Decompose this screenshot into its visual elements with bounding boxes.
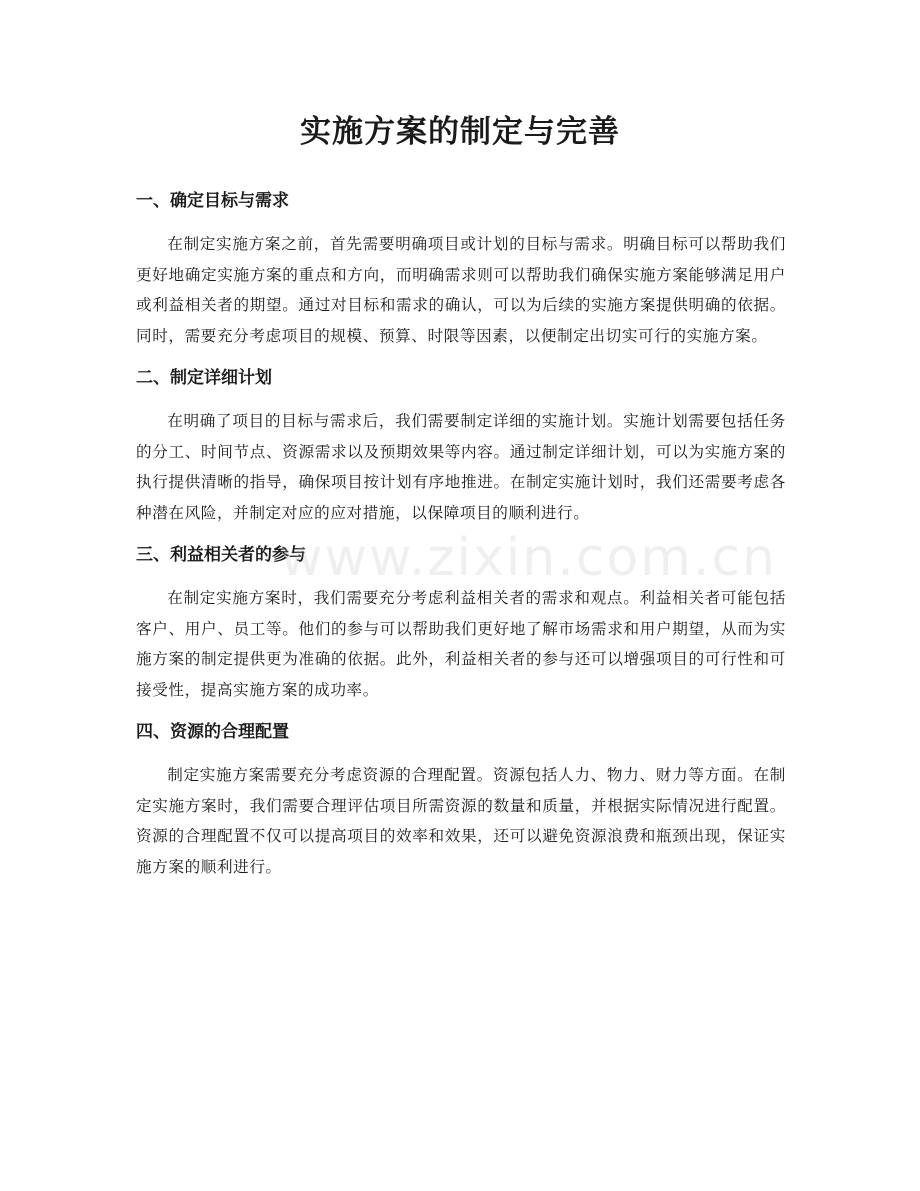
section-paragraph: 制定实施方案需要充分考虑资源的合理配置。资源包括人力、物力、财力等方面。在制定实施方案时，我们需要合理评估项目所需资源的数量和质量，并根据实际情况进行配置。资源的合理配置不仅可以提高项目的效率和效果，还可以避免资源浪费和瓶颈出现，保证实施方案的顺利进行。: [136, 766, 786, 876]
section-paragraph: 在制定实施方案之前，首先需要明确项目或计划的目标与需求。明确目标可以帮助我们更好地确定实施方案的重点和方向，而明确需求则可以帮助我们确保实施方案能够满足用户或利益相关者的期望。通过对目标和需求的确认，可以为后续的实施方案提供明确的依据。同时，需要充分考虑项目的规模、预算、时限等因素，以便制定出切实可行的实施方案。: [136, 235, 786, 345]
section-1: [136, 186, 786, 351]
watermark: www.zixin.com.cn: [280, 528, 777, 588]
section-2: [136, 363, 786, 528]
section-heading: 一、确定目标与需求: [136, 191, 289, 211]
section-heading: 二、制定详细计划: [136, 368, 272, 388]
document-body: [136, 186, 786, 894]
section-heading: 三、利益相关者的参与: [136, 545, 306, 565]
section-paragraph: 在制定实施方案时，我们需要充分考虑利益相关者的需求和观点。利益相关者可能包括客户、用户、员工等。他们的参与可以帮助我们更好地了解市场需求和用户期望，从而为实施方案的制定提供更为准确的依据。此外，利益相关者的参与还可以增强项目的可行性和可接受性，提高实施方案的成功率。: [136, 589, 786, 699]
section-3: [136, 540, 786, 705]
document-title: 实施方案的制定与完善: [300, 114, 620, 150]
section-paragraph: 在明确了项目的目标与需求后，我们需要制定详细的实施计划。实施计划需要包括任务的分工、时间节点、资源需求以及预期效果等内容。通过制定详细计划，可以为实施方案的执行提供清晰的指导，确保项目按计划有序地推进。在制定实施计划时，我们还需要考虑各种潜在风险，并制定对应的应对措施，以保障项目的顺利进行。: [136, 412, 786, 522]
section-4: [136, 717, 786, 882]
section-heading: 四、资源的合理配置: [136, 722, 289, 742]
